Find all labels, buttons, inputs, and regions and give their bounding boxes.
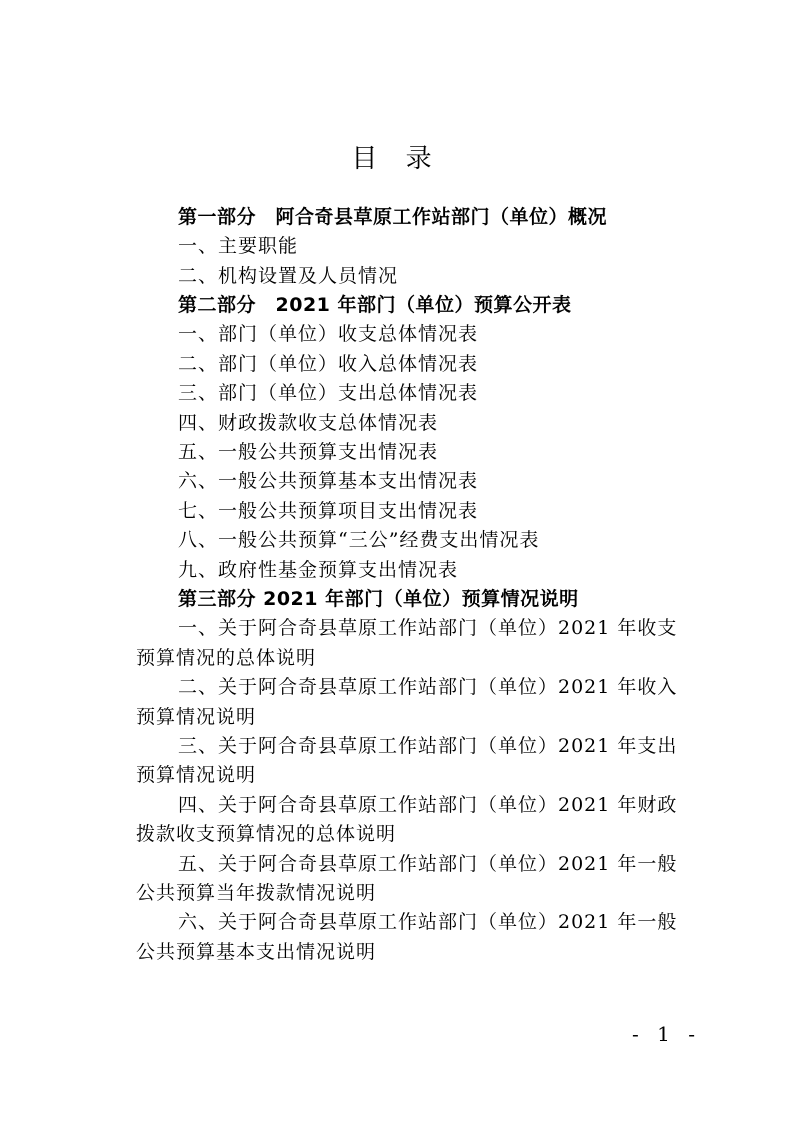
toc-item[interactable]: 七、一般公共预算项目支出情况表 [178,500,479,522]
toc-item[interactable]: 四、财政拨款收支总体情况表 [178,412,439,434]
toc-item[interactable]: 三、关于阿合奇县草原工作站部门（单位）2021 年支出 [178,735,678,757]
toc-item[interactable]: 一、部门（单位）收支总体情况表 [178,323,479,345]
toc-item-continuation[interactable]: 公共预算当年拨款情况说明 [136,882,377,904]
toc-item[interactable]: 八、一般公共预算“三公”经费支出情况表 [178,529,540,551]
toc-item[interactable]: 五、一般公共预算支出情况表 [178,441,439,463]
toc-item[interactable]: 二、部门（单位）收入总体情况表 [178,353,479,375]
toc-item[interactable]: 三、部门（单位）支出总体情况表 [178,382,479,404]
page-title: 目 录 [351,144,442,174]
toc-item-continuation[interactable]: 预算情况说明 [136,706,257,728]
toc-item[interactable]: 一、关于阿合奇县草原工作站部门（单位）2021 年收支 [178,617,678,639]
toc-item[interactable]: 四、关于阿合奇县草原工作站部门（单位）2021 年财政 [178,794,678,816]
toc-item[interactable]: 九、政府性基金预算支出情况表 [178,559,459,581]
section-3-heading[interactable]: 第三部分 2021 年部门（单位）预算情况说明 [178,588,579,610]
section-2-heading[interactable]: 第二部分 2021 年部门（单位）预算公开表 [178,294,572,316]
toc-item-continuation[interactable]: 拨款收支预算情况的总体说明 [136,823,397,845]
toc-item[interactable]: 二、机构设置及人员情况 [178,265,399,287]
toc-item[interactable]: 六、关于阿合奇县草原工作站部门（单位）2021 年一般 [178,911,678,933]
toc-item[interactable]: 五、关于阿合奇县草原工作站部门（单位）2021 年一般 [178,853,678,875]
toc-item[interactable]: 二、关于阿合奇县草原工作站部门（单位）2021 年收入 [178,676,678,698]
toc-item[interactable]: 一、主要职能 [178,235,299,257]
toc-item-continuation[interactable]: 公共预算基本支出情况说明 [136,941,377,963]
toc-item-continuation[interactable]: 预算情况的总体说明 [136,647,317,669]
section-1-heading[interactable]: 第一部分 阿合奇县草原工作站部门（单位）概况 [178,206,608,228]
toc-item-continuation[interactable]: 预算情况说明 [136,764,257,786]
toc-item[interactable]: 六、一般公共预算基本支出情况表 [178,470,479,492]
page-number: - 1 - [632,1022,701,1046]
